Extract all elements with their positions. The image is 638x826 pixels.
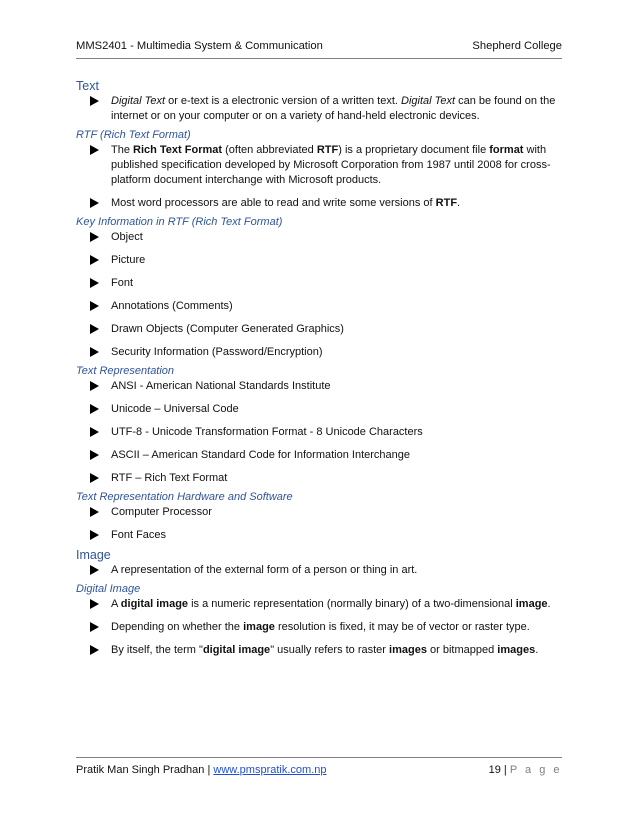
text-segment: Annotations (Comments) (111, 300, 233, 312)
list-item (76, 528, 562, 543)
text-segment: . (547, 598, 551, 610)
header-divider (76, 58, 562, 59)
arrow-bullet-icon (90, 96, 99, 106)
list-item (76, 448, 562, 463)
text-segment: or e-text is a electronic version of a written text. (165, 95, 401, 107)
section-heading: Digital Image (76, 583, 141, 595)
arrow-bullet-icon (90, 324, 99, 334)
arrow-bullet-icon (90, 301, 99, 311)
text-segment: Picture (111, 254, 146, 266)
text-segment: image (243, 621, 275, 633)
text-segment: " usually refers to raster (270, 644, 390, 656)
header-college-name: Shepherd College (472, 40, 562, 52)
header-course-title: MMS2401 - Multimedia System & Communication (76, 40, 323, 52)
arrow-bullet-icon (90, 278, 99, 288)
footer-website-link[interactable]: www.pmspratik.com.np (213, 764, 327, 776)
arrow-bullet-icon (90, 473, 99, 483)
list-item (76, 379, 562, 394)
document-body (76, 78, 562, 658)
bullet-list (76, 597, 562, 658)
text-segment: A (111, 598, 121, 610)
list-item (76, 597, 562, 612)
text-segment: Unicode – Universal Code (111, 403, 239, 415)
text-segment: Most word processors are able to read and write some versions of (111, 197, 436, 209)
text-segment: RTF (435, 197, 458, 209)
section-heading: Text Representation (76, 365, 175, 377)
text-segment: Font Faces (111, 529, 167, 541)
text-segment: (often abbreviated (222, 144, 317, 156)
text-segment: is a numeric representation (normally binary) of a two-dimensional (188, 598, 516, 610)
text-segment: . (457, 197, 461, 209)
text-segment: Drawn Objects (Computer Generated Graphics) (111, 323, 344, 335)
list-item (76, 643, 562, 658)
text-segment: . (535, 644, 539, 656)
arrow-bullet-icon (90, 255, 99, 265)
list-item (76, 563, 562, 578)
text-segment: Font (111, 277, 134, 289)
footer-author-name: Pratik Man Singh Pradhan | (76, 764, 214, 776)
footer-separator: | (500, 764, 510, 776)
text-segment: UTF-8 - Unicode Transformation Format - 8 Unicode Characters (111, 426, 423, 438)
text-segment: images (389, 644, 427, 656)
list-item (76, 425, 562, 440)
list-item (76, 471, 562, 486)
arrow-bullet-icon (90, 645, 99, 655)
text-segment: Security Information (Password/Encryption) (111, 346, 323, 358)
bullet-list (76, 379, 562, 486)
arrow-bullet-icon (90, 530, 99, 540)
list-item (76, 196, 562, 211)
page-number: 19 (488, 764, 501, 776)
bullet-list (76, 143, 562, 211)
section-heading: RTF (Rich Text Format) (76, 129, 191, 141)
text-segment: The (111, 144, 134, 156)
text-segment: A representation of the external form of a person or thing in art. (111, 564, 418, 576)
arrow-bullet-icon (90, 507, 99, 517)
arrow-bullet-icon (90, 381, 99, 391)
footer-author (76, 762, 326, 778)
arrow-bullet-icon (90, 347, 99, 357)
text-segment: image (515, 598, 548, 610)
text-segment: RTF (316, 144, 339, 156)
list-item (76, 322, 562, 337)
text-segment: resolution is fixed, it may be of vector or raster type. (274, 621, 530, 633)
text-segment: ) is a proprietary document file (338, 144, 490, 156)
list-item (76, 94, 562, 124)
arrow-bullet-icon (90, 145, 99, 155)
list-item (76, 402, 562, 417)
list-item (76, 345, 562, 360)
text-segment: with published specification developed by Microsoft Corporation from 1987 until 2008 for cross-platform document interchange with Microsoft products. (111, 144, 551, 186)
text-segment: Object (111, 231, 143, 243)
section-heading: Image (76, 548, 111, 562)
page-footer (76, 762, 562, 778)
arrow-bullet-icon (90, 404, 99, 414)
list-item (76, 253, 562, 268)
text-segment: By itself, the term " (111, 644, 203, 656)
text-segment: or bitmapped (426, 644, 498, 656)
text-segment: can be found on the internet or on your computer or on a variety of hand-held electronic devices. (111, 95, 556, 122)
arrow-bullet-icon (90, 232, 99, 242)
list-item (76, 143, 562, 188)
arrow-bullet-icon (90, 565, 99, 575)
list-item (76, 299, 562, 314)
page-label: P a g e (509, 764, 562, 776)
list-item (76, 620, 562, 635)
bullet-list (76, 505, 562, 543)
text-segment: format (489, 144, 524, 156)
text-segment: images (497, 644, 536, 656)
text-segment: Computer Processor (111, 506, 212, 518)
page-header (76, 38, 562, 54)
text-segment: RTF – Rich Text Format (111, 472, 228, 484)
list-item (76, 276, 562, 291)
footer-page-info (489, 762, 562, 778)
footer-divider (76, 757, 562, 758)
text-segment: Depending on whether the (111, 621, 244, 633)
text-segment: Rich Text Format (133, 144, 223, 156)
list-item (76, 230, 562, 245)
list-item (76, 505, 562, 520)
section-heading: Key Information in RTF (Rich Text Format) (76, 216, 283, 228)
arrow-bullet-icon (90, 427, 99, 437)
text-segment: digital image (202, 644, 271, 656)
bullet-list (76, 230, 562, 360)
arrow-bullet-icon (90, 599, 99, 609)
bullet-list (76, 563, 562, 578)
arrow-bullet-icon (90, 450, 99, 460)
text-segment: ASCII – American Standard Code for Information Interchange (111, 449, 410, 461)
text-segment: digital image (120, 598, 189, 610)
text-segment: ANSI - American National Standards Institute (111, 380, 331, 392)
arrow-bullet-icon (90, 198, 99, 208)
bullet-list (76, 94, 562, 124)
section-heading: Text Representation Hardware and Software (76, 491, 293, 503)
section-heading: Text (76, 79, 99, 93)
text-segment: Digital Text (111, 95, 166, 107)
text-segment: Digital Text (401, 95, 456, 107)
arrow-bullet-icon (90, 622, 99, 632)
